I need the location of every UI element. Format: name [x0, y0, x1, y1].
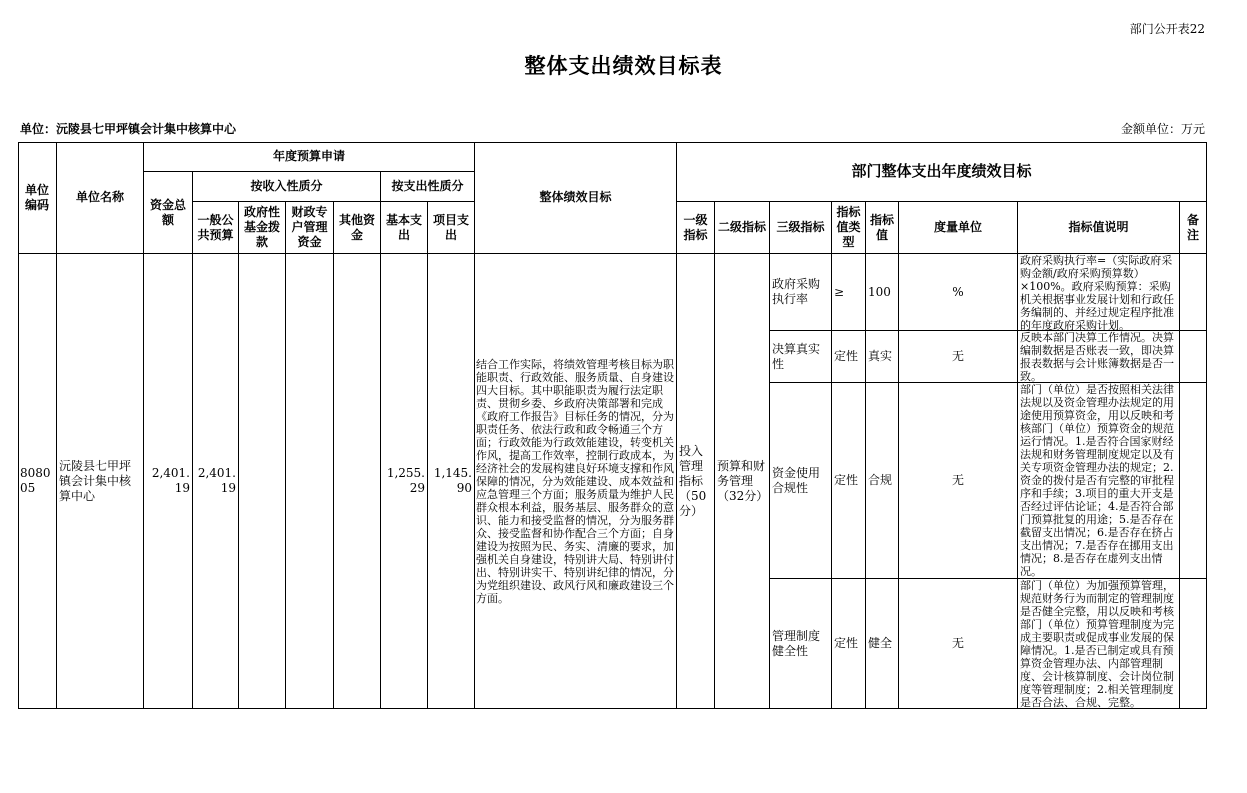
cell-gov-fund — [239, 254, 286, 709]
indicator-value-type: 定性 — [832, 331, 866, 383]
header-remark: 备注 — [1180, 202, 1207, 254]
indicator-measure-unit: 无 — [899, 579, 1018, 709]
header-annual-budget: 年度预算申请 — [144, 142, 475, 172]
cell-project-expense: 1,145.90 — [428, 254, 475, 709]
indicator-value-type: 定性 — [832, 383, 866, 579]
cell-general-budget: 2,401.19 — [193, 254, 239, 709]
indicator-level3: 管理制度健全性 — [770, 579, 832, 709]
cell-unit-code: 808005 — [18, 254, 57, 709]
header-overall-goal: 整体绩效目标 — [475, 142, 677, 254]
indicator-value: 真实 — [866, 331, 899, 383]
header-basic-expense: 基本支出 — [381, 202, 428, 254]
indicator-measure-unit: 无 — [899, 331, 1018, 383]
document-code: 部门公开表22 — [1129, 22, 1205, 36]
indicator-measure-unit: % — [899, 254, 1018, 331]
indicator-desc: 政府采购执行率=（实际政府采购金额/政府采购预算数）×100%。政府采购预算：采购机关根据事业发展计划和行政任务编制的、并经过规定程序批准的年度政府采购计划。 — [1018, 254, 1180, 331]
header-project-expense: 项目支出 — [428, 202, 475, 254]
cell-unit-name: 沅陵县七甲坪镇会计集中核算中心 — [57, 254, 144, 709]
indicator-value: 100 — [866, 254, 899, 331]
header-value-type: 指标值类型 — [832, 202, 866, 254]
header-level3: 三级指标 — [770, 202, 832, 254]
header-by-expense: 按支出性质分 — [381, 172, 475, 202]
header-dept-goal: 部门整体支出年度绩效目标 — [677, 142, 1207, 202]
cell-level1: 投入管理指标（50分） — [677, 254, 715, 709]
cell-basic-expense: 1,255.29 — [381, 254, 428, 709]
header-value-desc: 指标值说明 — [1018, 202, 1180, 254]
indicator-remark — [1180, 579, 1207, 709]
cell-fiscal-special — [286, 254, 334, 709]
indicator-level3: 决算真实性 — [770, 331, 832, 383]
header-unit-name: 单位名称 — [57, 142, 144, 254]
header-level2: 二级指标 — [715, 202, 770, 254]
indicator-desc: 部门（单位）是否按照相关法律法规以及资金管理办法规定的用途使用预算资金，用以反映和考核部门（单位）预算资金的规范运行情况。1.是否符合国家财经法规和财务管理制度规定以及有关专项资金管理办法的规定；2.资金的拨付是否有完整的审批程序和手续；3.项目的重大开支是否经过评估论证；4.是否符合部门预算批复的用途；5.是否存在截留支出情况；6.是否存在挤占支出情况；7.是否存在挪用支出情况；8.是否存在虚列支出情况。 — [1018, 383, 1180, 579]
header-total-funds: 资金总额 — [144, 172, 193, 254]
header-gov-fund: 政府性基金拨款 — [239, 202, 286, 254]
header-value: 指标值 — [866, 202, 899, 254]
indicator-value-type: ≥ — [832, 254, 866, 331]
money-unit-label: 金额单位：万元 — [1120, 122, 1205, 136]
cell-total-funds: 2,401.19 — [144, 254, 193, 709]
indicator-value-type: 定性 — [832, 579, 866, 709]
indicator-remark — [1180, 254, 1207, 331]
indicator-desc: 部门（单位）为加强预算管理，规范财务行为而制定的管理制度是否健全完整，用以反映和考核部门（单位）预算管理制度为完成主要职责或促成事业发展的保障情况。1.是否已制定或具有预算资金管理办法、内部管理制度、会计核算制度、会计岗位制度等管理制度；2.相关管理制度是否合法、合规、完整。 — [1018, 579, 1180, 709]
indicator-level3: 政府采购执行率 — [770, 254, 832, 331]
indicator-level3: 资金使用合规性 — [770, 383, 832, 579]
cell-overall-goal: 结合工作实际，将绩效管理考核目标为职能职责、行政效能、服务质量、自身建设四大目标。其中职能职责为履行法定职责、贯彻乡委、乡政府决策部署和完成《政府工作报告》目标任务的情况，分为职责任务、依法行政和政令畅通三个方面；行政效能为行政效能建设，转变机关作风，提高工作效率，控制行政成本，为经济社会的发展构建良好环境支撑和作风保障的情况，分为效能建设、成本效益和应急管理三个方面；服务质量为维护人民群众根本利益，服务基层、服务群众的意识、能力和接受监督的情况，分为服务群众、接受监督和协作配合三个方面；自身建设为按照为民、务实、清廉的要求，加强机关自身建设，特别讲大局、特别讲付出、特别讲实干、特别讲纪律的情况，分为党组织建设、政风行风和廉政建设三个方面。 — [475, 254, 677, 709]
unit-label: 单位：沅陵县七甲坪镇会计集中核算中心 — [20, 122, 237, 136]
cell-level2: 预算和财务管理（32分） — [715, 254, 770, 709]
indicator-remark — [1180, 331, 1207, 383]
header-other-funds: 其他资金 — [334, 202, 381, 254]
header-fiscal-special: 财政专户管理资金 — [286, 202, 334, 254]
header-by-income: 按收入性质分 — [193, 172, 381, 202]
header-measure-unit: 度量单位 — [899, 202, 1018, 254]
indicator-value: 健全 — [866, 579, 899, 709]
page-title: 整体支出绩效目标表 — [524, 53, 723, 78]
indicator-remark — [1180, 383, 1207, 579]
header-level1: 一级指标 — [677, 202, 715, 254]
indicator-measure-unit: 无 — [899, 383, 1018, 579]
header-general-budget: 一般公共预算 — [193, 202, 239, 254]
header-unit-code: 单位编码 — [18, 142, 57, 254]
cell-other-funds — [334, 254, 381, 709]
indicator-desc: 反映本部门决算工作情况。决算编制数据是否账表一致，即决算报表数据与会计账簿数据是否一致。 — [1018, 331, 1180, 383]
indicator-value: 合规 — [866, 383, 899, 579]
